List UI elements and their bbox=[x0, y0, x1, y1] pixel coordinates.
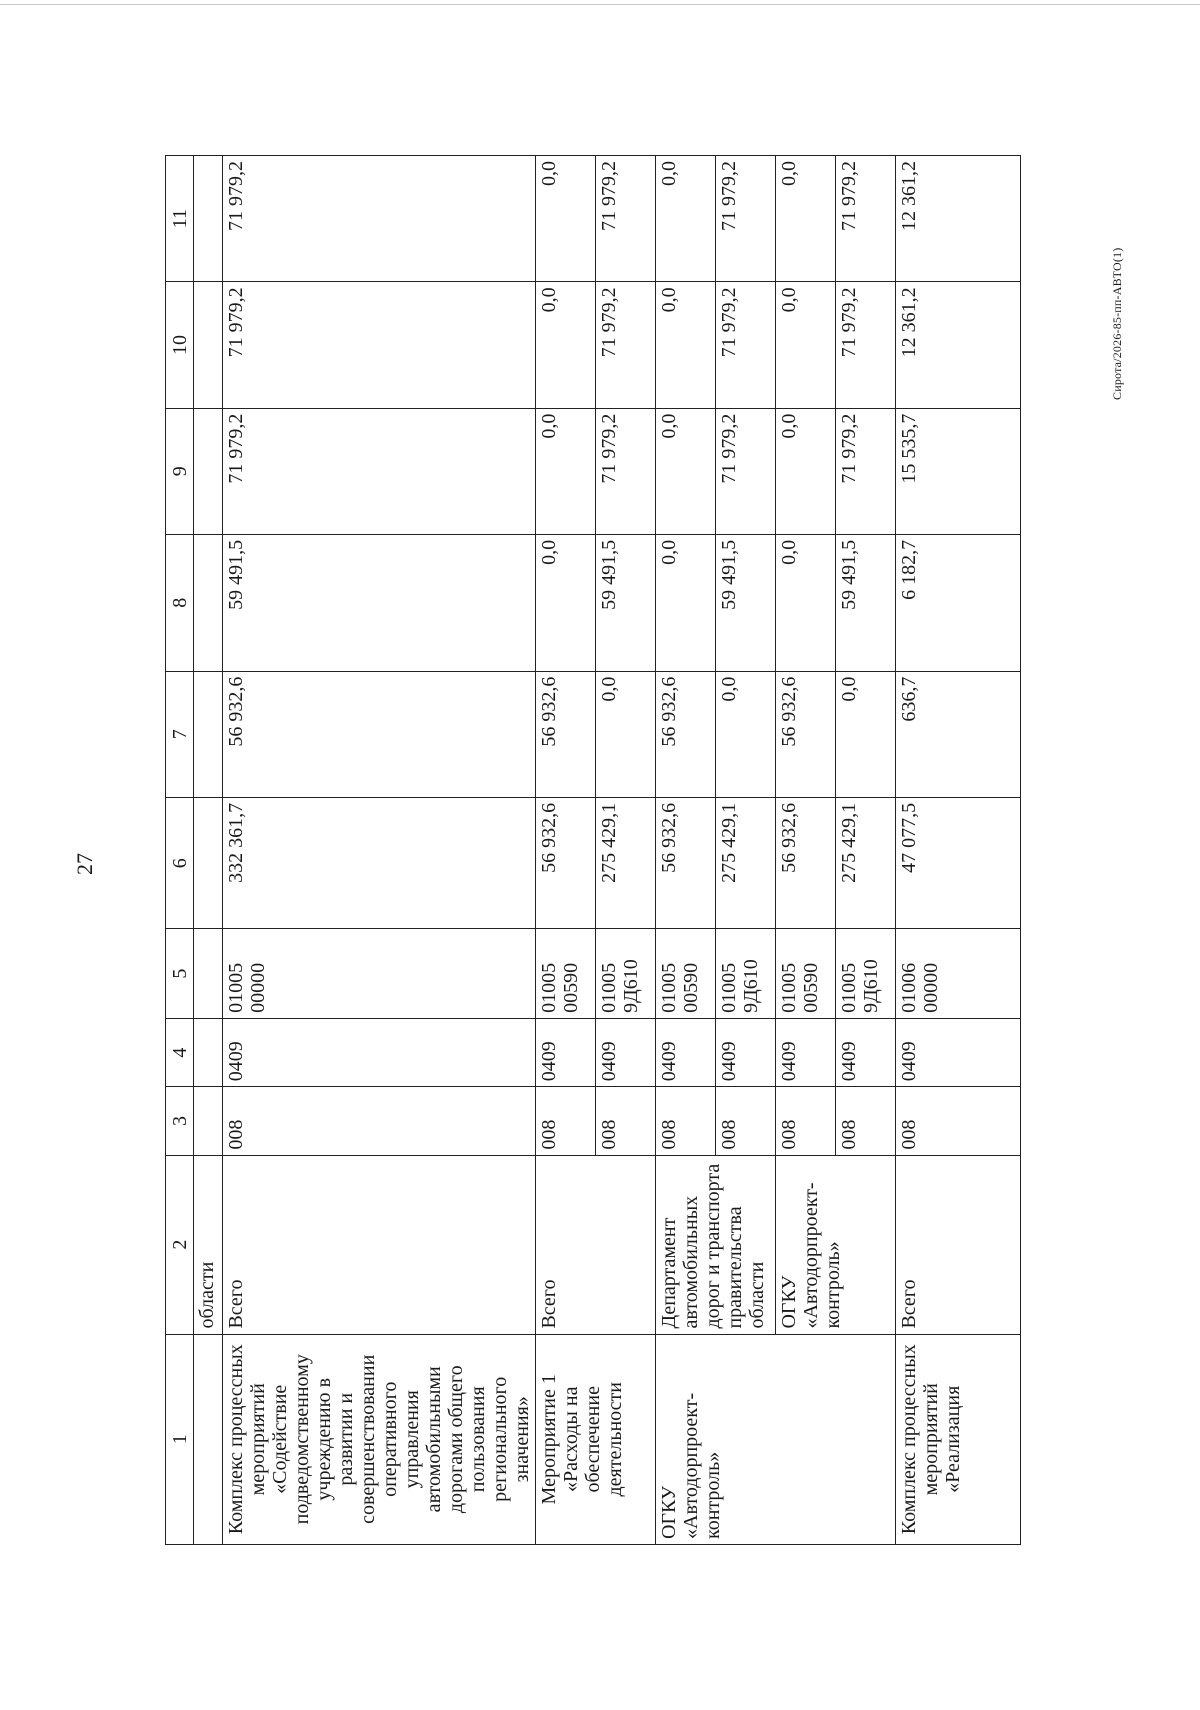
amount-year: 71 979,2 bbox=[223, 156, 536, 282]
column-number: 10 bbox=[166, 282, 194, 408]
amount-year: 0,0 bbox=[776, 534, 836, 671]
amount-year: 71 979,2 bbox=[596, 282, 656, 408]
amount-total: 275 429,1 bbox=[836, 797, 896, 929]
section-code: 0409 bbox=[536, 1018, 596, 1086]
admin-code: 008 bbox=[896, 1087, 1021, 1155]
amount-year: 71 979,2 bbox=[716, 282, 776, 408]
amount-year: 0,0 bbox=[536, 156, 596, 282]
amount-year: 0,0 bbox=[776, 156, 836, 282]
section-code: 0409 bbox=[223, 1018, 536, 1086]
table-row bbox=[223, 156, 536, 1545]
amount-year: 59 491,5 bbox=[223, 534, 536, 671]
table-row bbox=[896, 156, 1021, 1545]
amount-total: 56 932,6 bbox=[776, 797, 836, 929]
amount-total: 47 077,5 bbox=[896, 797, 1021, 929]
target-code: 01005 00590 bbox=[656, 929, 716, 1018]
page-number: 27 bbox=[72, 853, 97, 875]
admin-code: 008 bbox=[223, 1087, 536, 1155]
amount-year: 71 979,2 bbox=[596, 408, 656, 534]
table-cell bbox=[194, 534, 223, 671]
target-code: 01005 00000 bbox=[223, 929, 536, 1018]
amount-year: 71 979,2 bbox=[836, 156, 896, 282]
target-code: 01005 00590 bbox=[536, 929, 596, 1018]
institution-name: ОГКУ «Автодорпроект-контроль» bbox=[656, 1334, 896, 1544]
admin-code: 008 bbox=[656, 1087, 716, 1155]
amount-year: 0,0 bbox=[656, 534, 716, 671]
continuation-row bbox=[194, 156, 223, 1545]
column-number: 5 bbox=[166, 929, 194, 1018]
executor-name: Всего bbox=[536, 1155, 656, 1334]
program-name: Комплекс процессных мероприятий «Реализация bbox=[896, 1334, 1021, 1544]
continuation-text: области bbox=[194, 1155, 223, 1334]
amount-total: 332 361,7 bbox=[223, 797, 536, 929]
admin-code: 008 bbox=[716, 1087, 776, 1155]
table-cell bbox=[194, 929, 223, 1018]
executor-name: Департамент автомобильных дорог и транспорта правительства области bbox=[656, 1155, 776, 1334]
table-row bbox=[656, 156, 716, 1545]
admin-code: 008 bbox=[536, 1087, 596, 1155]
executor-name: Всего bbox=[896, 1155, 1021, 1334]
target-code: 01005 9Д610 bbox=[596, 929, 656, 1018]
amount-year: 71 979,2 bbox=[836, 408, 896, 534]
amount-total: 275 429,1 bbox=[716, 797, 776, 929]
table-cell bbox=[194, 156, 223, 282]
amount-year: 56 932,6 bbox=[656, 671, 716, 797]
section-code: 0409 bbox=[656, 1018, 716, 1086]
amount-year: 0,0 bbox=[656, 156, 716, 282]
executor-name: Всего bbox=[223, 1155, 536, 1334]
target-code: 01005 9Д610 bbox=[836, 929, 896, 1018]
table-cell bbox=[194, 1018, 223, 1086]
amount-year: 15 535,7 bbox=[896, 408, 1021, 534]
section-code: 0409 bbox=[716, 1018, 776, 1086]
amount-year: 71 979,2 bbox=[836, 282, 896, 408]
amount-year: 0,0 bbox=[536, 534, 596, 671]
executor-name: ОГКУ «Автодорпроект-контроль» bbox=[776, 1155, 896, 1334]
amount-year: 0,0 bbox=[656, 408, 716, 534]
table-cell bbox=[194, 1334, 223, 1544]
amount-year: 71 979,2 bbox=[716, 408, 776, 534]
admin-code: 008 bbox=[776, 1087, 836, 1155]
column-number: 3 bbox=[166, 1087, 194, 1155]
column-number: 7 bbox=[166, 671, 194, 797]
amount-year: 71 979,2 bbox=[223, 408, 536, 534]
amount-year: 0,0 bbox=[776, 408, 836, 534]
target-code: 01005 00590 bbox=[776, 929, 836, 1018]
section-code: 0409 bbox=[836, 1018, 896, 1086]
amount-year: 0,0 bbox=[656, 282, 716, 408]
amount-year: 71 979,2 bbox=[716, 156, 776, 282]
column-number: 1 bbox=[166, 1334, 194, 1544]
measure-name: Мероприятие 1 «Расходы на обеспечение деятельности bbox=[536, 1334, 656, 1544]
admin-code: 008 bbox=[836, 1087, 896, 1155]
document-footer-code: Сирота/2026-85-пп-АВТО(1) bbox=[1110, 247, 1124, 400]
amount-year: 59 491,5 bbox=[836, 534, 896, 671]
table-cell bbox=[194, 282, 223, 408]
amount-year: 0,0 bbox=[536, 282, 596, 408]
admin-code: 008 bbox=[596, 1087, 656, 1155]
column-number: 11 bbox=[166, 156, 194, 282]
amount-year: 59 491,5 bbox=[716, 534, 776, 671]
table-cell bbox=[194, 1087, 223, 1155]
section-code: 0409 bbox=[596, 1018, 656, 1086]
amount-year: 56 932,6 bbox=[536, 671, 596, 797]
column-number: 8 bbox=[166, 534, 194, 671]
amount-total: 56 932,6 bbox=[656, 797, 716, 929]
amount-year: 0,0 bbox=[716, 671, 776, 797]
amount-year: 71 979,2 bbox=[223, 282, 536, 408]
amount-year: 0,0 bbox=[596, 671, 656, 797]
amount-year: 56 932,6 bbox=[776, 671, 836, 797]
amount-total: 275 429,1 bbox=[596, 797, 656, 929]
program-name: Комплекс процессных мероприятий «Содействие подведомственному учреждению в развитии и совершенствовании оперативного управления автомобильными дорогами общего пользования регионального значения» bbox=[223, 1334, 536, 1544]
amount-year: 12 361,2 bbox=[896, 156, 1021, 282]
amount-year: 71 979,2 bbox=[596, 156, 656, 282]
table-cell bbox=[194, 671, 223, 797]
amount-total: 56 932,6 bbox=[536, 797, 596, 929]
amount-year: 0,0 bbox=[536, 408, 596, 534]
amount-year: 636,7 bbox=[896, 671, 1021, 797]
target-code: 01005 9Д610 bbox=[716, 929, 776, 1018]
table-row bbox=[536, 156, 596, 1545]
budget-table bbox=[165, 155, 1021, 1545]
section-code: 0409 bbox=[776, 1018, 836, 1086]
amount-year: 6 182,7 bbox=[896, 534, 1021, 671]
section-code: 0409 bbox=[896, 1018, 1021, 1086]
target-code: 01006 00000 bbox=[896, 929, 1021, 1018]
amount-year: 12 361,2 bbox=[896, 282, 1021, 408]
amount-year: 0,0 bbox=[776, 282, 836, 408]
column-number-row bbox=[166, 156, 194, 1545]
amount-year: 0,0 bbox=[836, 671, 896, 797]
column-number: 6 bbox=[166, 797, 194, 929]
column-number: 4 bbox=[166, 1018, 194, 1086]
amount-year: 59 491,5 bbox=[596, 534, 656, 671]
table-cell bbox=[194, 408, 223, 534]
column-number: 9 bbox=[166, 408, 194, 534]
table-cell bbox=[194, 797, 223, 929]
amount-year: 56 932,6 bbox=[223, 671, 536, 797]
column-number: 2 bbox=[166, 1155, 194, 1334]
